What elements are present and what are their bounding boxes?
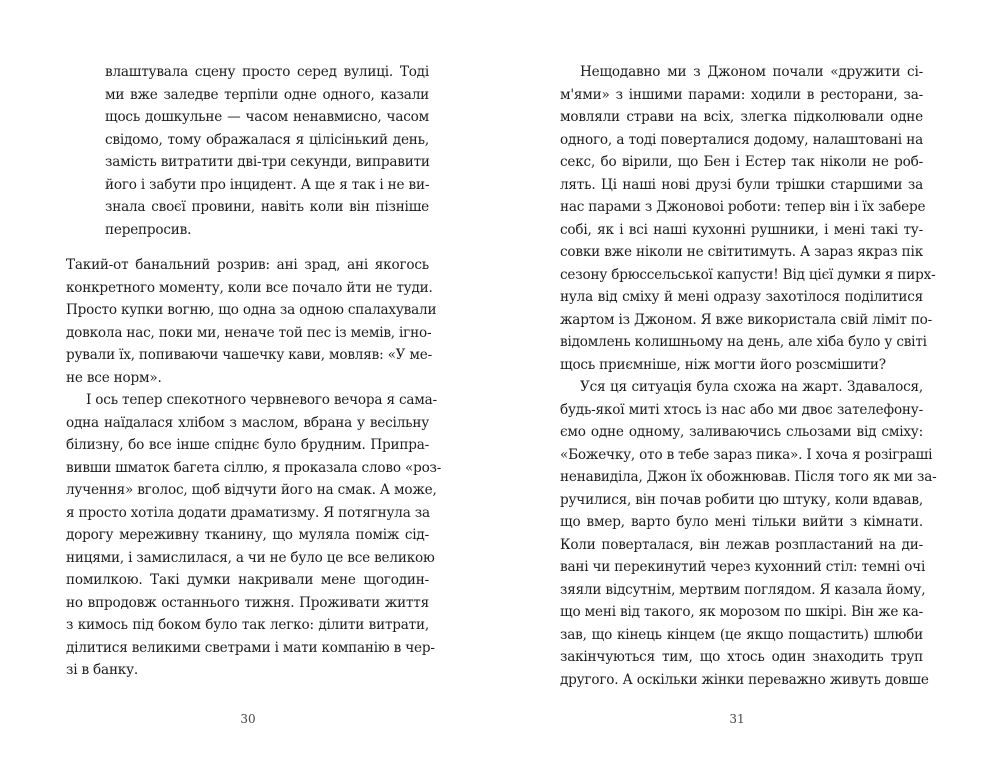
body-line: ницями, і замислилася, а чи не було це все великою <box>66 549 435 566</box>
body-line: Нещодавно ми з Джоном почали «дружити сі- <box>580 64 923 80</box>
quote-line: перепросив. <box>105 221 192 238</box>
body-line: не все норм». <box>66 369 162 386</box>
body-line: щось приємніше, ніж могти його розсмішити? <box>560 356 886 373</box>
body-line: помилкою. Такі думки накривали мене щогодин- <box>66 572 429 588</box>
body-line: Коли поверталася, він лежав розпластаний на ди- <box>560 536 923 553</box>
body-line: конкретного моменту, коли все почало йти не туди. <box>66 279 433 296</box>
body-line: дорогу мереживну тканину, що муляла поміж сід- <box>66 527 429 543</box>
body-line: секс, бо вірили, що Бен і Естер так ніколи не роб- <box>560 154 923 170</box>
body-line: вані чи перекинутий через кухонний стіл: темні очі <box>560 559 926 575</box>
body-line: вивши шматок багета сіллю, я проказала слово «роз- <box>66 459 442 476</box>
body-line: другого. А оскільки жінки переважно живуть довше <box>560 671 929 688</box>
quote-line: знала своєї провини, навіть коли він пізніше <box>105 199 429 215</box>
left-page <box>0 0 495 762</box>
quote-line: ми вже заледве терпіли одне одного, казали <box>105 86 429 103</box>
body-line: но впродовж останнього тижня. Проживати життя <box>66 594 429 611</box>
body-line: одного, а тоді поверталися додому, налаштовані на <box>560 131 923 148</box>
body-line: лять. Ці наші нові друзі були трішки старшими за <box>560 176 923 193</box>
right-page <box>495 0 991 762</box>
page-number: 31 <box>729 712 745 726</box>
body-line: Просто купки вогню, що одна за одною спалахували <box>66 302 437 318</box>
quote-line: свідомо, тому ображалася я цілісінький день, <box>105 131 429 148</box>
body-line: нас парами з Джоновоі роботи: тепер він і їх забере <box>560 199 926 215</box>
body-line: рували їх, попиваючи чашечку кави, мовляв: «У ме- <box>66 347 433 363</box>
body-line: будь-якої миті хтось із нас або ми двоє зателефону- <box>560 401 923 418</box>
quote-line: його і забути про інцидент. А ще я так і не ви- <box>105 176 430 193</box>
quote-line: щось дошкульне — часом ненавмисно, часом <box>105 109 429 125</box>
body-line: ділитися великими светрами і мати компанію в чер- <box>66 639 435 656</box>
body-line: ємо одне одному, заливаючись сльозами від сміху: <box>560 424 923 440</box>
body-line: одна наїдалася хлібом з маслом, вбрана у весільну <box>66 414 429 431</box>
body-line: білизну, бо все інше спіднє було брудним. Припра- <box>66 437 429 453</box>
body-line: совки вже ніколи не світитимуть. А зараз якраз пік <box>560 244 923 260</box>
body-line: нула від сміху й мені одразу захотілося поділитися <box>560 289 923 305</box>
body-line: Такий-от банальний розрив: ані зрад, ані якогось <box>66 257 429 273</box>
body-line: зав, що кінець кінцем (це якщо пощастить) шлюби <box>560 626 923 643</box>
body-line: собі, як і всі наші кухонні рушники, і мені такі ту- <box>560 221 923 238</box>
body-line: ручилися, він почав робити цю штуку, коли вдавав, <box>560 491 923 508</box>
body-line: ненавиділа, Джон їх обожнював. Після того як ми за- <box>560 469 937 485</box>
body-line: лучення» вголос, щоб відчути його на смак. А може, <box>66 482 437 498</box>
body-line: з кимось під боком було так легко: ділити витрати, <box>66 617 429 633</box>
body-line: жартом із Джоном. Я вже використала свій ліміт по- <box>560 311 933 328</box>
body-line: закінчуються тим, що хтось один знаходить труп <box>560 649 923 665</box>
body-line: зі в банку. <box>66 662 139 678</box>
quote-line: влаштувала сцену просто серед вулиці. Тоді <box>105 64 429 80</box>
body-line: я просто хотіла додати драматизму. Я потягнула за <box>66 504 430 521</box>
body-line: відомлень колишньому на день, але хіба було у світі <box>560 334 927 350</box>
body-line: Уся ця ситуація була схожа на жарт. Здавалося, <box>580 379 923 395</box>
body-line: зяяли відсутнім, мертвим поглядом. Я казала йому, <box>560 581 926 598</box>
body-line: І ось тепер спекотного червневого вечора я сама- <box>86 392 437 408</box>
body-line: м'ями» з іншими парами: ходили в ресторани, за- <box>560 86 923 103</box>
body-line: «Божечку, ото в тебе зараз пика». І хоча я розіграші <box>560 446 933 463</box>
quote-line: замість витратити дві-три секунди, виправити <box>105 154 430 170</box>
body-line: що вмер, варто було мені тільки вийти з кімнати. <box>560 514 923 530</box>
body-line: мовляли страви на всіх, злегка підколювали одне <box>560 109 923 125</box>
body-line: що мені від такого, як морозом по шкірі. Він же ка- <box>560 604 923 620</box>
page-number: 30 <box>240 712 256 726</box>
body-line: довкола нас, поки ми, неначе той пес із мемів, ігно- <box>66 324 432 341</box>
body-line: сезону брюссельської капусти! Від цієї думки я пирх- <box>560 266 936 283</box>
